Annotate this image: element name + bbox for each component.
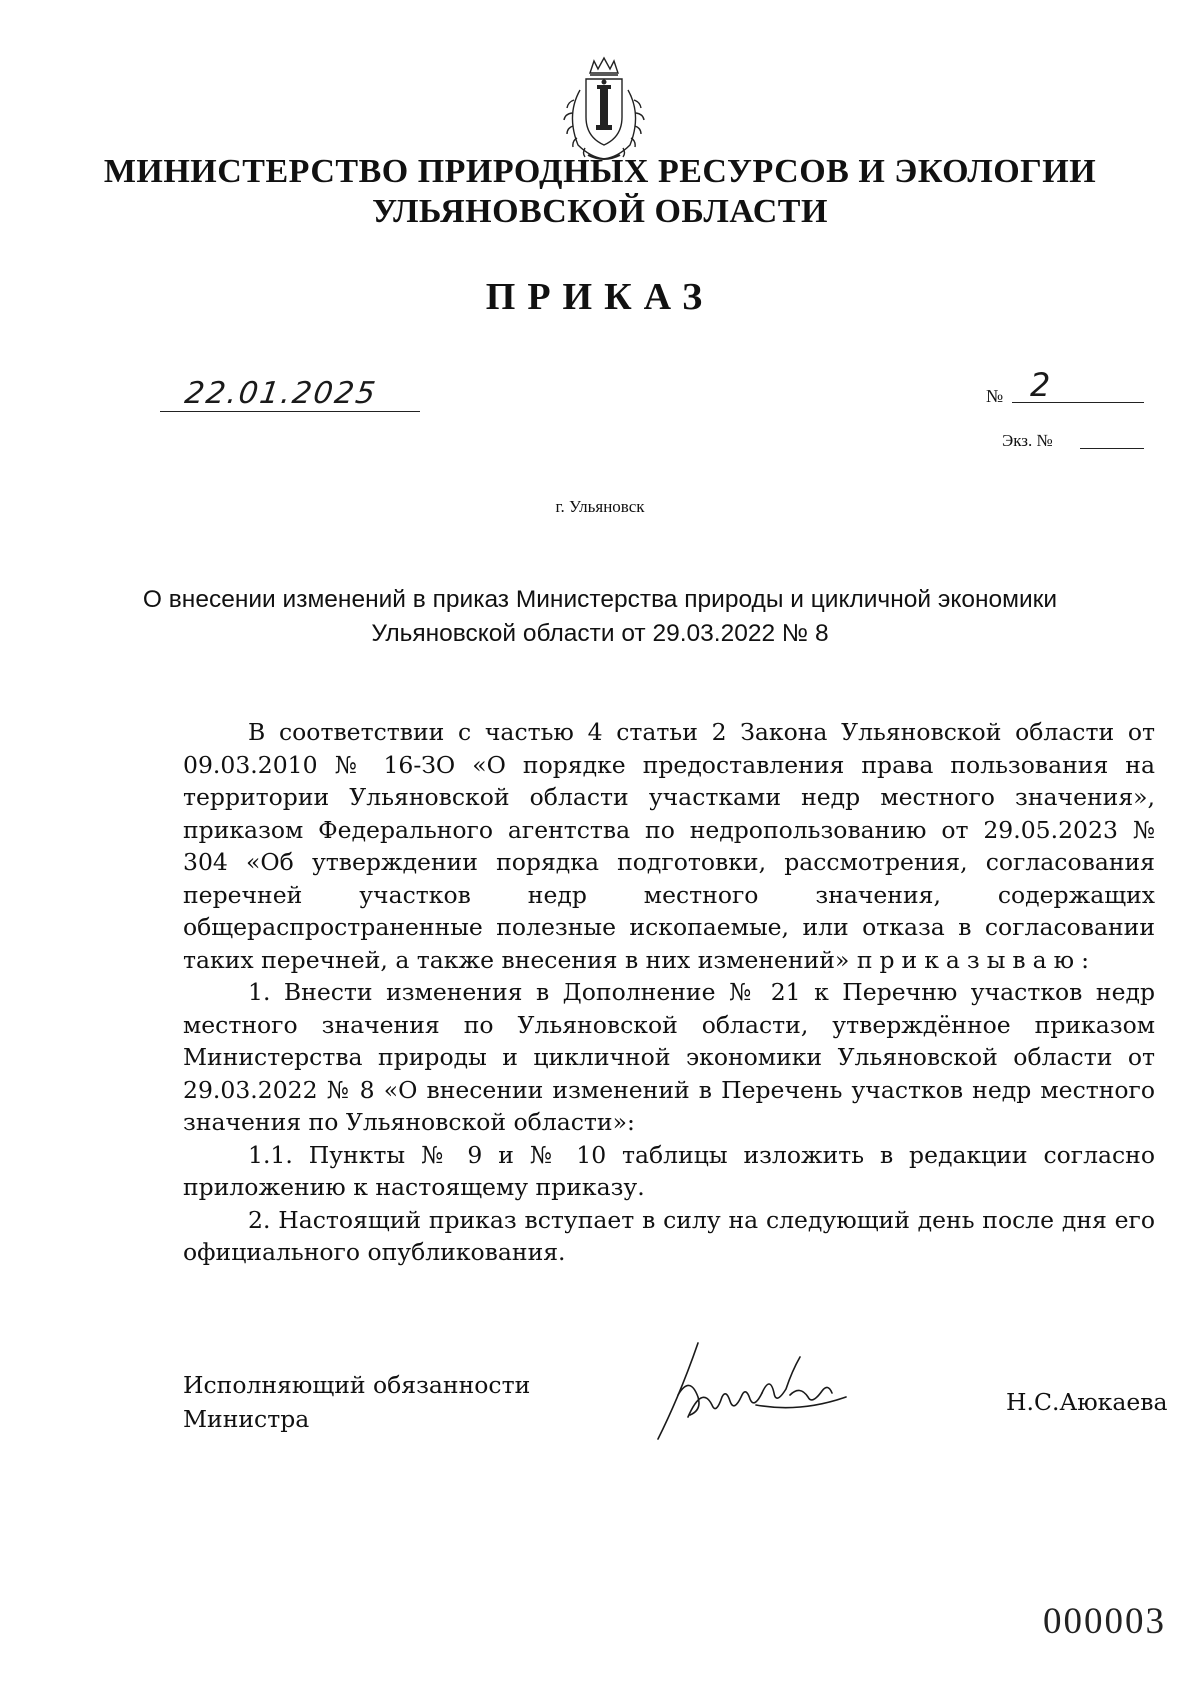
page-code: 000003 — [1043, 1601, 1166, 1642]
number-underline — [1012, 402, 1144, 403]
preamble-text: В соответствии с частью 4 статьи 2 Закона Ульяновской области от 09.03.2010 № 16-ЗО «О порядке предоставления права пользования на территории Ульяновской области участками недр местного значения», приказом Федерального агентства по недропользованию от 29.05.2023 № 304 «Об утверждении порядка подготовки, рассмотрения, согласования перечней участков недр местного значения, содержащих общераспространенные полезные ископаемые, или отказа в согласовании таких перечней, а также внесения в них изменений» — [183, 718, 1155, 974]
copy-number-underline — [1080, 448, 1144, 449]
item-2-paragraph: 2. Настоящий приказ вступает в силу на следующий день после дня его официального опубликования. — [183, 1205, 1155, 1266]
item-1-paragraph: 1. Внести изменения в Дополнение № 21 к Перечню участков недр местного значения по Ульяновской области, утверждённое приказом Министерства природы и цикличной экономики Ульяновской области от 29.03.2022 № 8 «О внесении изменений в Перечень участков недр местного значения по Ульяновской области»: — [183, 978, 1155, 1136]
preamble-paragraph — [183, 716, 1155, 976]
order-number-label: № — [986, 386, 1004, 406]
signer-name: Н.С.Аюкаева — [1006, 1388, 1168, 1416]
item-1-1-paragraph: 1.1. Пункты № 9 и № 10 таблицы изложить в редакции согласно приложению к настоящему приказу. — [183, 1140, 1155, 1201]
document-type-title: ПРИКАЗ — [485, 276, 715, 318]
order-date: 22.01.2025 — [182, 376, 380, 411]
city: г. Ульяновск — [555, 497, 645, 516]
date-underline — [160, 411, 420, 412]
subject-line-2: Ульяновской области от 29.03.2022 № 8 — [371, 620, 829, 647]
directive-word: приказываю: — [856, 945, 1097, 974]
subject-line-1: О внесении изменений в приказ Министерства природы и цикличной экономики — [142, 586, 1058, 613]
coat-of-arms-icon — [560, 55, 648, 165]
signer-position-line-2: Министра — [183, 1405, 310, 1433]
ministry-name-line-1: МИНИСТЕРСТВО ПРИРОДНЫХ РЕСУРСОВ И ЭКОЛОГИИ — [103, 153, 1097, 190]
handwritten-signature-icon — [650, 1335, 860, 1445]
ministry-name-line-2: УЛЬЯНОВСКОЙ ОБЛАСТИ — [372, 193, 828, 230]
order-number: 2 — [1030, 366, 1051, 404]
order-body — [183, 716, 1155, 1269]
copy-number-label: Экз. № — [1002, 431, 1053, 450]
signer-position-line-1: Исполняющий обязанности — [183, 1371, 531, 1399]
